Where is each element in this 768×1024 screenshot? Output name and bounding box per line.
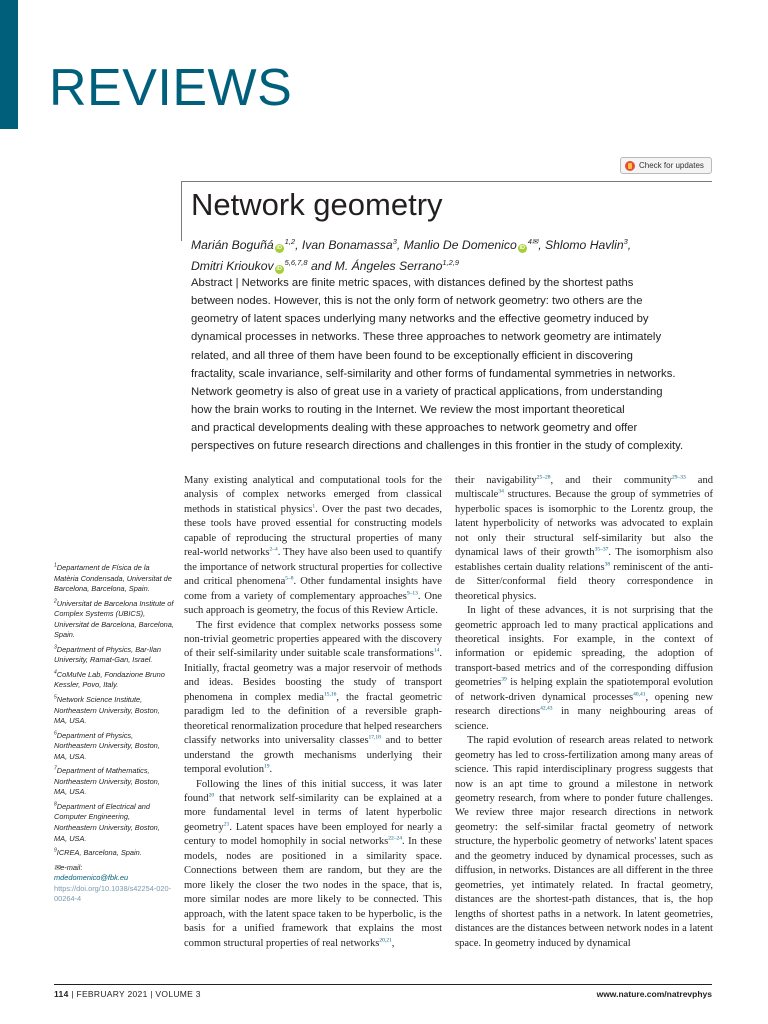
author-name[interactable]: Manlio De Domenico xyxy=(403,238,517,253)
section-label: REVIEWS xyxy=(49,59,293,117)
author-affiliation-mark: 3 xyxy=(392,237,397,246)
paragraph: The first evidence that complex networks possess some non-trivial geometric properties appeared with the discovery of their self-similarity under suitable scale transformations$^{14}$. Initially, fractal geometry was a major reservoir of methods and ideas. Besides boosting the study of transport phenomena in complex media$^{15,16}$, the fractal geometric paradigm led to the definition of a reversible graph-theoretical renormalization procedure that helped researchers classify networks into universality classes$^{17,18}$ and to better understand the growth mechanisms underlying their temporal evolution$^{19}$. xyxy=(184,619,442,776)
affiliation: $^2$Universitat de Barcelona Institute of Complex Systems (UBICS), Universitat de Barcelona, Barcelona, Spain. xyxy=(54,598,174,640)
citation-ref[interactable]: 34 xyxy=(498,488,504,495)
paragraph: Many existing analytical and computational tools for the analysis of complex networks emerged from classical methods in statistical physics$^1$. Over the past two decades, these tools have proved essential for constructing models capable of reproducing the structural properties of many real-world networks$^{2-4}$. They have also been used to quantify the importance of network structural properties for collective and critical phenomena$^{5-8}$. Other fundamental insights have come from a variety of complementary approaches$^{9-13}$. One such approach is geometry, the focus of this Review Article. xyxy=(184,475,442,617)
citation-ref[interactable]: 19 xyxy=(263,763,270,770)
affiliation: $^3$Department of Physics, Bar-Ilan University, Ramat-Gan, Israel. xyxy=(54,644,161,665)
email-label: ✉e-mail: xyxy=(54,862,83,872)
journal-url[interactable]: www.nature.com/natrevphys xyxy=(596,989,712,999)
author-name[interactable]: Ivan Bonamassa xyxy=(301,238,393,253)
abstract-line: Network geometry is also of great use in a variety of practical applications, from understanding xyxy=(191,385,663,398)
author-name[interactable]: M. Ángeles Serrano xyxy=(334,259,443,274)
citation-ref[interactable]: 40,41 xyxy=(633,691,646,698)
abstract-line: related, and all three of them have been found to be exceptionally efficient in discovering xyxy=(191,349,633,362)
citation-ref[interactable]: 25–28 xyxy=(536,474,551,481)
abstract-line: Abstract | Networks are finite metric spaces, with distances defined by the shortest paths xyxy=(191,277,634,289)
affiliation: $^6$Department of Physics, Northeastern University, Boston, MA, USA. xyxy=(54,730,160,761)
abstract-line: how the brain works to routing in the Internet. We review the most important theoretical xyxy=(191,404,625,417)
citation-ref[interactable]: 2–4 xyxy=(269,546,278,553)
author-affiliation-mark: 1,2,9 xyxy=(442,258,460,268)
citation-ref[interactable]: 35–37 xyxy=(594,546,609,553)
citation-ref[interactable]: 42,43 xyxy=(540,705,553,712)
citation-ref[interactable]: 5–8 xyxy=(285,575,294,582)
citation-ref[interactable]: 21 xyxy=(223,821,230,828)
citation-ref[interactable]: 20,21 xyxy=(379,936,392,943)
author-affiliation-mark: 1,2 xyxy=(284,237,296,246)
affiliations xyxy=(54,563,174,905)
title-rule-horizontal xyxy=(181,181,712,182)
article-title: Network geometry xyxy=(191,187,443,222)
body-column-left xyxy=(184,474,442,951)
abstract-line: fractality, scale invariance, self-similarity and other forms of fundamental symmetries in networks. xyxy=(191,367,676,380)
abstract-line: geometry of latent spaces underlying many networks and the effective geometry induced by xyxy=(191,313,649,326)
orcid-icon[interactable]: iD xyxy=(276,245,282,252)
orcid-icon[interactable]: iD xyxy=(276,266,282,273)
check-for-updates-label: Check for updates xyxy=(639,161,704,170)
citation-ref[interactable]: 14 xyxy=(433,647,440,654)
citation-ref[interactable]: 20 xyxy=(208,792,215,799)
author-name[interactable]: Marián Boguñá xyxy=(191,238,274,253)
author-name[interactable]: Shlomo Havlin xyxy=(545,238,624,253)
citation-ref[interactable]: 9–13 xyxy=(406,590,418,597)
author-affiliation-mark: 5,6,7,8 xyxy=(284,258,308,268)
body-column-right xyxy=(455,474,713,951)
paragraph: Following the lines of this initial success, it was later found$^{20}$ that network self-similarity can be explained at a more fundamental level in terms of latent hyperbolic geometry$^{21}$. Latent spaces have been employed for nearly a century to model homophily in social networks$^{22-24}$. In these models, nodes are positioned in a similarity space. Connections between them are random, but they are the more likely the closer the two nodes in the space, that is, more similar nodes are more likely to be connected. This approach, with the latent space taken to be hyperbolic, is the basis for a unified framework that explains the most common structural properties of real networks$^{20,21}$, xyxy=(184,778,442,949)
affiliation: $^1$Departament de Física de la Matèria Condensada, Universitat de Barcelona, Barcelona, Spain. xyxy=(54,562,172,594)
title-rule-vertical xyxy=(181,181,182,241)
affiliation: $^4$CoMuNe Lab, Fondazione Bruno Kessler, Povo, Italy. xyxy=(54,669,165,690)
paragraph: In light of these advances, it is not surprising that the geometric approach led to many practical applications and theoretical insights. For example, in the context of information or epidemic spreading, the adoption of transport-based metrics and of the corresponding diffusion geometries$^{39}$ is helping explain the spatiotemporal evolution of network-driven dynamical processes$^{40,41}$, opening new research directions$^{42,43}$ in many neighbouring areas of science. xyxy=(455,605,713,732)
author-list: Marián Boguñá iD$^{1,2}$, Ivan Bonamassa$^3$, Manlio De Domenico $iD^{4✉}$, Shlomo Havlin$^3$, Dmitri Krioukov iD$^{5,6,7,8}$ and M. Ángeles Serrano$^{1,2,9}$ xyxy=(191,237,632,274)
footer-page-info xyxy=(54,989,201,999)
doi-link[interactable]: https://doi.org/10.1038/s42254-020-00264-4 xyxy=(54,883,172,904)
section-color-bar xyxy=(0,0,18,129)
citation-ref[interactable]: 22–24 xyxy=(388,835,402,842)
author-name[interactable]: Dmitri Krioukov xyxy=(191,259,274,274)
page-number: 114 xyxy=(54,989,69,999)
citation-ref[interactable]: 1 xyxy=(312,503,316,510)
author-affiliation-mark: 4✉ xyxy=(527,237,539,246)
affiliation: $^9$ICREA, Barcelona, Spain. xyxy=(54,847,142,858)
citation-ref[interactable]: 38 xyxy=(604,561,611,568)
doi xyxy=(54,884,174,905)
citation-ref[interactable]: 29–33 xyxy=(671,474,686,481)
abstract-line: and practical developments dealing with these approaches to network geometry and offer xyxy=(191,422,638,435)
crossmark-icon xyxy=(625,161,635,171)
abstract-line: perspectives on future research directions and challenges in this frontier in the study of complexity. xyxy=(191,440,684,453)
paragraph: The rapid evolution of research areas related to network geometry has led to cross-fertilization among many areas of science. This rapid interdisciplinary progress suggests that now is an apt time to ground a milestone in network geometry research, from where to ponder future challenges. We review three major research directions in network geometry: the self-similar fractal geometry of network structure, the hyperbolic geometry of networks' latent spaces and the geometry induced by dynamical processes, such as diffusion, in networks. Distances are all different in the three geometries, yet intimately related. In fractal geometry, distances are the shortest-path distances, that is, the hop lengths of shortest paths in a network. In latent geometries, distances are the distances between network nodes in a latent space. In geometry induced by dynamical xyxy=(455,735,713,949)
email-link[interactable]: mdedomenico@fbk.eu xyxy=(54,873,129,883)
abstract xyxy=(191,274,715,456)
author-affiliation-mark: 3 xyxy=(623,237,628,246)
issue-info: | FEBRUARY 2021 | VOLUME 3 xyxy=(68,989,201,999)
affiliation: $^5$Network Science Institute, Northeastern University, Boston, MA, USA. xyxy=(54,694,160,726)
check-for-updates-button[interactable] xyxy=(620,157,712,174)
footer-rule xyxy=(54,984,712,985)
abstract-line: dynamical processes in networks. These three approaches to network geometry are intimately xyxy=(191,331,662,344)
orcid-icon[interactable]: iD xyxy=(519,245,526,252)
paragraph: their navigability$^{25-28}$, and their community$^{29-33}$ and multiscale$^{34}$ structures. Because the group of symmetries of hyperbolic spaces is isomorphic to the Lorentz group, the latent hyperbolicity of networks was advocated to explain not only their structural self-similarity but also the dynamical laws of their growth$^{35-37}$. The isomorphism also establishes certain duality relations$^{38}$ reminiscent of the anti-de Sitter/conformal field theory correspondence in theoretical physics. xyxy=(455,474,714,602)
affiliation: $^7$Department of Mathematics, Northeastern University, Boston, MA, USA. xyxy=(54,765,160,797)
affiliation: $^8$Department of Electrical and Computer Engineering, Northeastern University, Boston, MA, USA. xyxy=(54,801,160,843)
citation-ref[interactable]: 15,16 xyxy=(323,691,337,698)
citation-ref[interactable]: 17,18 xyxy=(368,734,381,741)
abstract-line: between nodes. However, this is not the only form of network geometry: two others are the xyxy=(191,295,643,308)
citation-ref[interactable]: 39 xyxy=(501,676,507,683)
contact-email xyxy=(54,863,174,884)
